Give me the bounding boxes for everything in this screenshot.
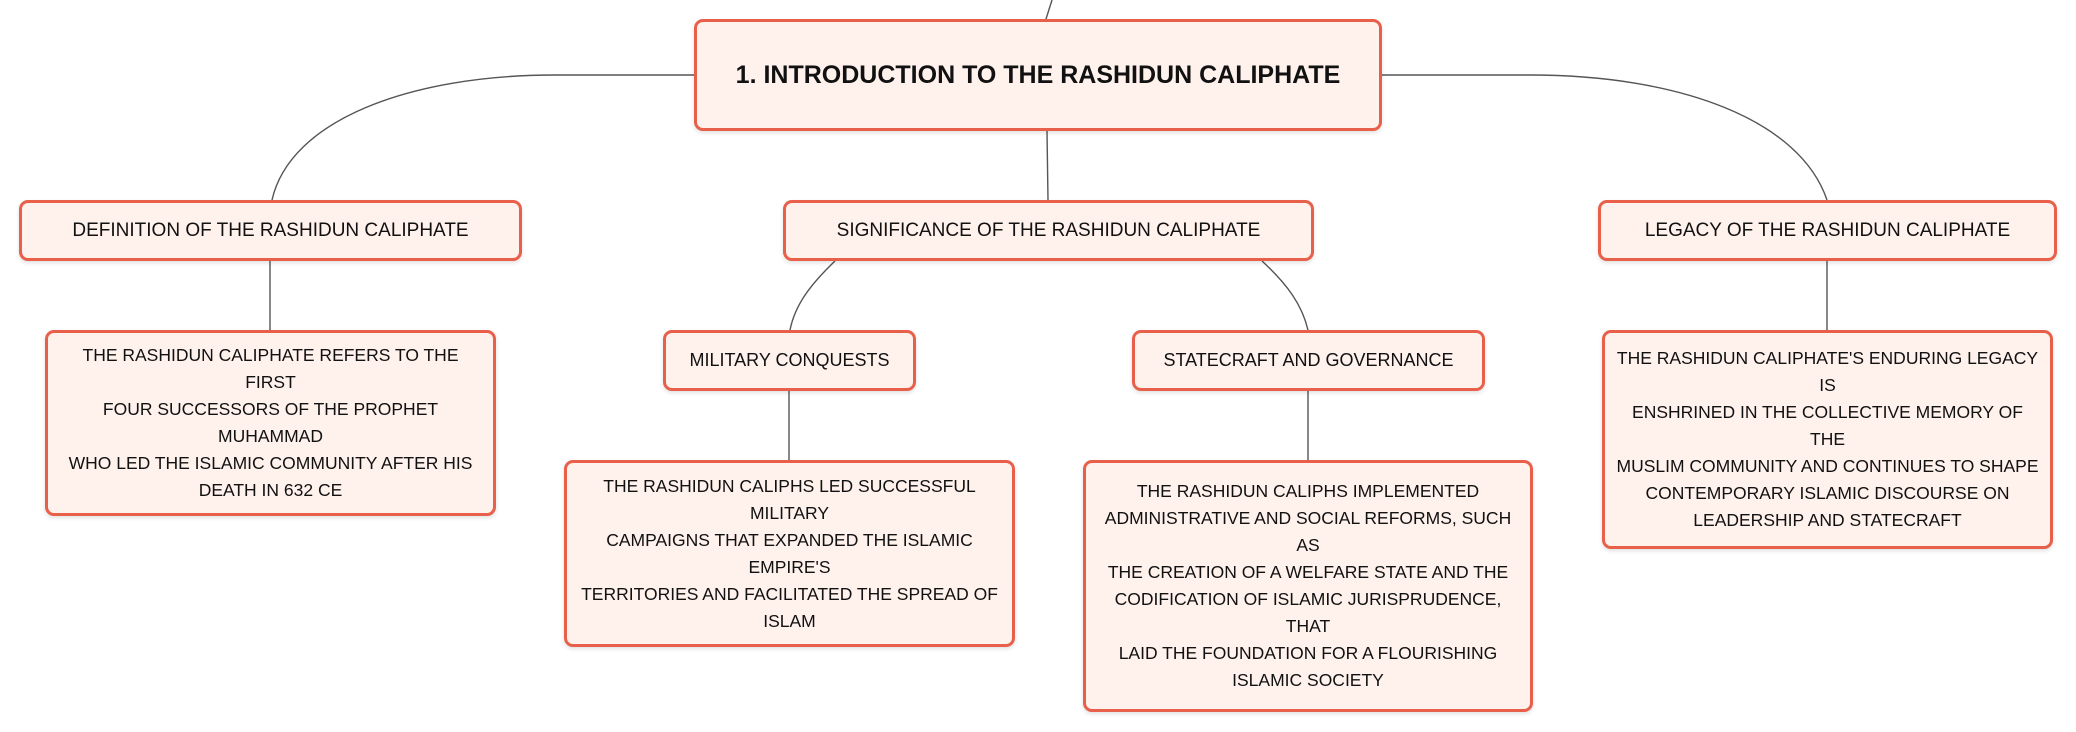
definition-topic-label: DEFINITION OF THE RASHIDUN CALIPHATE xyxy=(72,219,469,241)
definition-description-line: WHO LED THE ISLAMIC COMMUNITY AFTER HIS xyxy=(68,453,473,473)
legacy-topic-node[interactable] xyxy=(1598,200,2057,261)
legacy-description-line: CONTEMPORARY ISLAMIC DISCOURSE ON xyxy=(1645,483,2010,503)
military-conquests-label: MILITARY CONQUESTS xyxy=(689,350,890,370)
statecraft-governance-node[interactable] xyxy=(1132,330,1485,391)
legacy-description-node[interactable] xyxy=(1602,330,2053,549)
connector-root-definition xyxy=(272,75,694,200)
definition-description-node[interactable] xyxy=(45,330,496,516)
significance-topic-node[interactable] xyxy=(783,200,1314,261)
military-description-line: THE RASHIDUN CALIPHS LED SUCCESSFUL MILITARY xyxy=(603,475,976,523)
connector-significance-military xyxy=(790,261,835,330)
statecraft-description-line: THE CREATION OF A WELFARE STATE AND THE xyxy=(1107,562,1509,582)
statecraft-description-node[interactable] xyxy=(1083,460,1533,712)
statecraft-description-line: THE RASHIDUN CALIPHS IMPLEMENTED xyxy=(1136,481,1480,501)
statecraft-description-line: CODIFICATION OF ISLAMIC JURISPRUDENCE, THAT xyxy=(1114,589,1502,636)
legacy-topic-label: LEGACY OF THE RASHIDUN CALIPHATE xyxy=(1644,219,2011,241)
connector-root-legacy xyxy=(1382,75,1827,200)
definition-topic-node[interactable] xyxy=(19,200,522,261)
connector-root-significance xyxy=(1047,131,1048,200)
root-node[interactable] xyxy=(694,19,1382,131)
statecraft-description-line: ADMINISTRATIVE AND SOCIAL REFORMS, SUCH AS xyxy=(1104,508,1512,555)
statecraft-description-line: LAID THE FOUNDATION FOR A FLOURISHING xyxy=(1118,643,1498,663)
military-conquests-node[interactable] xyxy=(663,330,916,391)
military-description-node[interactable] xyxy=(564,460,1015,647)
statecraft-governance-label: STATECRAFT AND GOVERNANCE xyxy=(1163,350,1454,370)
military-description-line: CAMPAIGNS THAT EXPANDED THE ISLAMIC EMPIRE'S xyxy=(606,529,973,577)
root-node-label: 1. INTRODUCTION TO THE RASHIDUN CALIPHATE xyxy=(735,60,1341,89)
connector-significance-statecraft xyxy=(1262,261,1308,330)
statecraft-description-line: ISLAMIC SOCIETY xyxy=(1232,670,1384,690)
significance-topic-label: SIGNIFICANCE OF THE RASHIDUN CALIPHATE xyxy=(836,219,1261,241)
legacy-description-line: ENSHRINED IN THE COLLECTIVE MEMORY OF THE xyxy=(1632,402,2023,449)
legacy-description-line: THE RASHIDUN CALIPHATE'S ENDURING LEGACY IS xyxy=(1616,348,2039,395)
legacy-description-line: MUSLIM COMMUNITY AND CONTINUES TO SHAPE xyxy=(1616,456,2039,476)
definition-description-line: FOUR SUCCESSORS OF THE PROPHET MUHAMMAD xyxy=(102,399,439,446)
connector-root-parent xyxy=(1046,0,1052,19)
military-description-line: ISLAM xyxy=(763,610,816,631)
definition-description-line: THE RASHIDUN CALIPHATE REFERS TO THE FIRST xyxy=(82,345,459,392)
legacy-description-line: LEADERSHIP AND STATECRAFT xyxy=(1693,510,1962,530)
military-description-line: TERRITORIES AND FACILITATED THE SPREAD OF xyxy=(581,583,998,604)
definition-description-line: DEATH IN 632 CE xyxy=(198,480,343,500)
